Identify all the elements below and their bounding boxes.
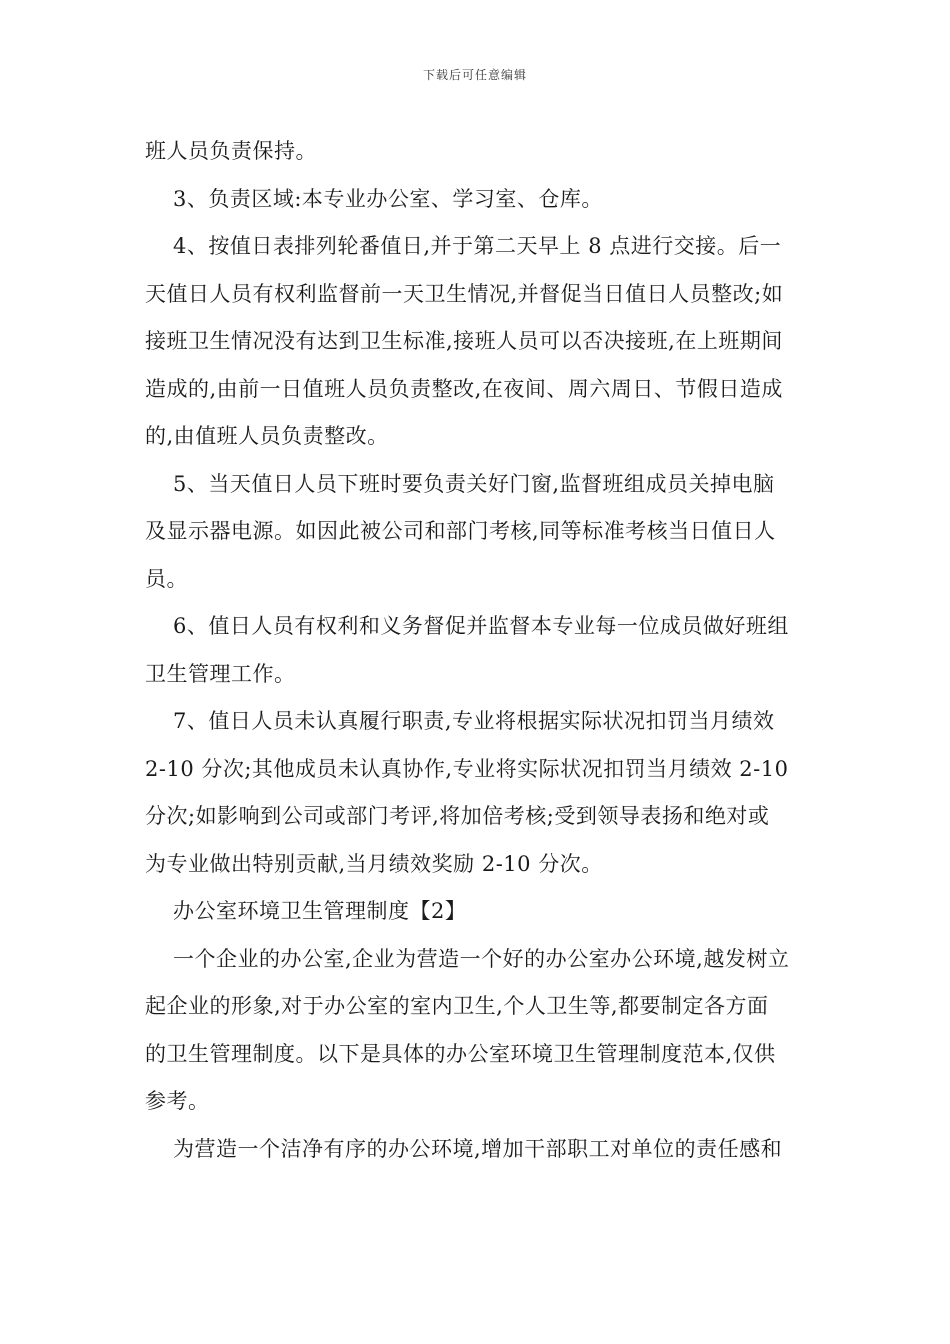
text-line: 员。 (145, 566, 188, 591)
paragraph-item-4 (145, 223, 810, 461)
text-line: 起企业的形象,对于办公室的室内卫生,个人卫生等,都要制定各方面 (145, 994, 769, 1018)
text-line: 为专业做出特别贡献,当月绩效奖励 2-10 分次。 (145, 851, 603, 876)
text-line: 一个企业的办公室,企业为营造一个好的办公室办公环境,越发树立 (173, 946, 790, 971)
text-line: 3、负责区域:本专业办公室、学习室、仓库。 (173, 186, 603, 211)
text-line: 班人员负责保持。 (145, 139, 317, 163)
text-line: 接班卫生情况没有达到卫生标准,接班人员可以否决接班,在上班期间 (145, 329, 783, 353)
text-line: 6、值日人员有权利和义务督促并监督本专业每一位成员做好班组 (173, 614, 789, 638)
text-line: 卫生管理工作。 (145, 661, 296, 686)
text-line: 分次;如影响到公司或部门考评,将加倍考核;受到领导表扬和绝对或 (145, 804, 770, 828)
text-line: 2-10 分次;其他成员未认真协作,专业将实际状况扣罚当月绩效 2-10 (145, 756, 789, 781)
text-line: 办公室环境卫生管理制度【2】 (173, 899, 467, 923)
paragraph-item-3 (145, 176, 810, 224)
text-line: 为营造一个洁净有序的办公环境,增加干部职工对单位的责任感和 (173, 1136, 783, 1161)
text-line: 5、当天值日人员下班时要负责关好门窗,监督班组成员关掉电脑 (173, 471, 775, 496)
document-body (145, 128, 810, 1173)
section-heading (145, 888, 810, 936)
text-line: 及显示器电源。如因此被公司和部门考核,同等标准考核当日值日人 (145, 519, 776, 543)
text-line: 天值日人员有权利监督前一天卫生情况,并督促当日值日人员整改;如 (145, 281, 784, 306)
paragraph-item-5 (145, 461, 810, 604)
paragraph-purpose (145, 1126, 810, 1174)
text-line: 造成的,由前一日值班人员负责整改,在夜间、周六周日、节假日造成 (145, 376, 783, 401)
paragraph-continuation (145, 128, 810, 176)
text-line: 的,由值班人员负责整改。 (145, 424, 389, 448)
paragraph-item-7 (145, 698, 810, 888)
text-line: 7、值日人员未认真履行职责,专业将根据实际状况扣罚当月绩效 (173, 709, 775, 733)
paragraph-item-6 (145, 603, 810, 698)
page-header: 下载后可任意编辑 (422, 68, 527, 82)
paragraph-intro (145, 936, 810, 1126)
text-line: 的卫生管理制度。以下是具体的办公室环境卫生管理制度范本,仅供 (145, 1041, 776, 1066)
text-line: 参考。 (145, 1089, 210, 1113)
text-line: 4、按值日表排列轮番值日,并于第二天早上 8 点进行交接。后一 (173, 234, 782, 258)
